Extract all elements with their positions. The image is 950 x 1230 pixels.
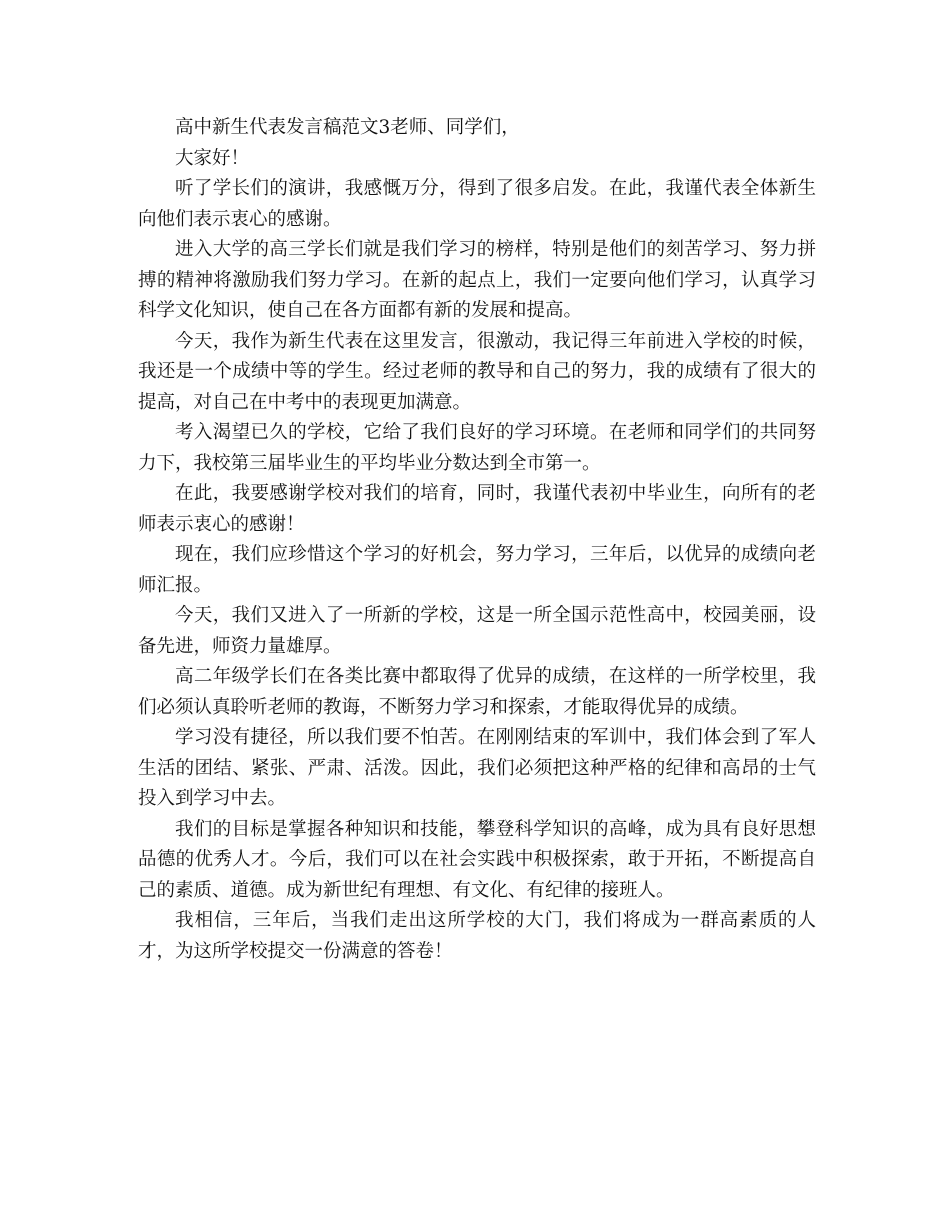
paragraph: 学习没有捷径，所以我们要不怕苦。在刚刚结束的军训中，我们体会到了军人生活的团结、紧张、严肃、活泼。因此，我们必须把这种严格的纪律和高昂的士气投入到学习中去。 [138,727,816,809]
title-greeting: 高中新生代表发言稿范文3老师、同学们， [175,117,520,138]
paragraph: 考入渴望已久的学校，它给了我们良好的学习环境。在老师和同学们的共同努力下，我校第三届毕业生的平均毕业分数达到全市第一。 [138,422,816,474]
paragraph: 在此，我要感谢学校对我们的培育，同时，我谨代表初中毕业生，向所有的老师表示衷心的感谢！ [138,483,816,535]
document-body [138,113,816,967]
closing-paragraph: 我相信，三年后，当我们走出这所学校的大门，我们将成为一群高素质的人才，为这所学校提交一份满意的答卷！ [138,910,816,962]
paragraph: 进入大学的高三学长们就是我们学习的榜样，特别是他们的刻苦学习、努力拼搏的精神将激励我们努力学习。在新的起点上，我们一定要向他们学习，认真学习科学文化知识，使自己在各方面都有新的发展和提高。 [138,239,816,321]
paragraph: 现在，我们应珍惜这个学习的好机会，努力学习，三年后，以优异的成绩向老师汇报。 [138,544,816,596]
paragraph: 高二年级学长们在各类比赛中都取得了优异的成绩，在这样的一所学校里，我们必须认真聆听老师的教诲，不断努力学习和探索，才能取得优异的成绩。 [138,666,816,718]
paragraph: 我们的目标是掌握各种知识和技能，攀登科学知识的高峰，成为具有良好思想品德的优秀人才。今后，我们可以在社会实践中积极探索，敢于开拓，不断提高自己的素质、道德。成为新世纪有理想、有文化、有纪律的接班人。 [138,818,816,901]
paragraph: 今天，我们又进入了一所新的学校，这是一所全国示范性高中，校园美丽，设备先进，师资力量雄厚。 [138,605,816,657]
paragraph: 听了学长们的演讲，我感慨万分，得到了很多启发。在此，我谨代表全体新生向他们表示衷心的感谢。 [138,178,816,230]
paragraph: 今天，我作为新生代表在这里发言，很激动，我记得三年前进入学校的时候，我还是一个成绩中等的学生。经过老师的教导和自己的努力，我的成绩有了很大的提高，对自己在中考中的表现更加满意。 [138,330,816,413]
salutation: 大家好！ [175,147,250,169]
